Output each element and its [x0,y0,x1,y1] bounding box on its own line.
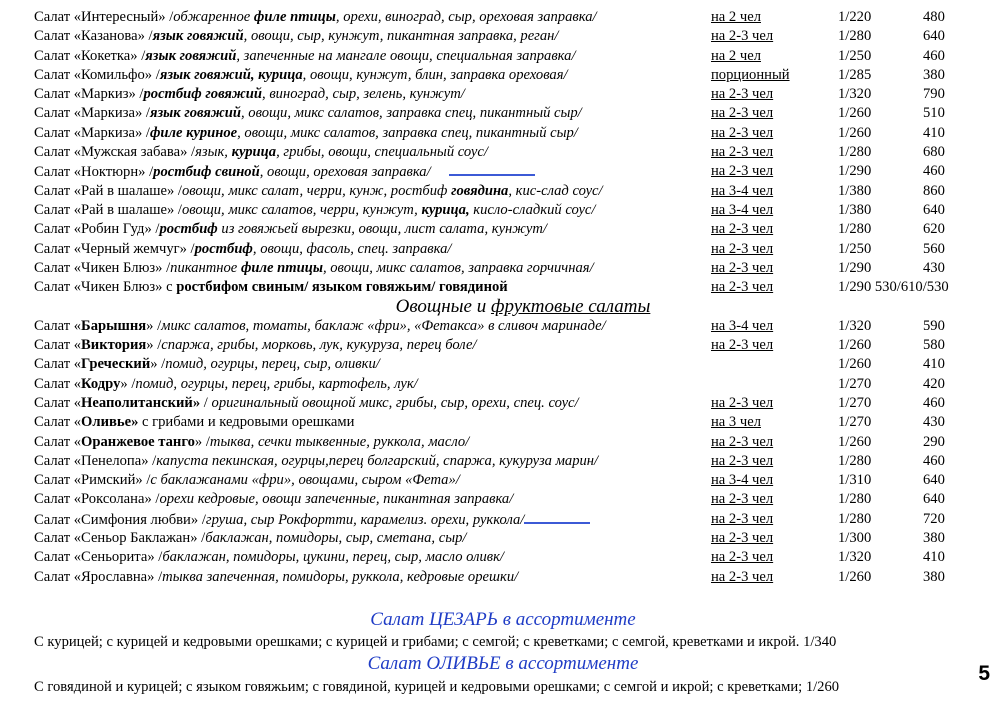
menu-row [0,8,1006,27]
menu-item-weight: 1/320 [838,86,872,103]
menu-item-serving: на 2-3 чел [711,510,774,527]
menu-item-serving: на 2-3 чел [711,337,774,354]
menu-item-serving: на 2-3 чел [711,491,774,508]
olivie-variants: С говядиной и курицей; с языком говяжьим; с говядиной, курицей и кедровыми орешками; с семгой и икрой; с креветками; 1/260 [34,679,840,695]
menu-row [0,124,1006,143]
menu-row [0,433,1006,452]
menu-item-serving: на 3 чел [711,414,761,431]
menu-item-description: Салат «Сеньорита» /баклажан, помидоры, цукини, перец, сыр, масло оливк/ [34,549,504,566]
menu-item-weight: 1/285 [838,66,872,83]
menu-item-weight: 1/260 [838,105,872,122]
menu-item-description: Салат «Кокетка» /язык говяжий, запеченные на мангале овощи, специальная заправка/ [34,47,576,64]
menu-item-price: 510 [923,105,945,122]
menu-row [0,336,1006,355]
menu-item-description: Салат «Маркиза» /филе куриное, овощи, микс салатов, заправка спец, пикантный сыр/ [34,124,578,141]
menu-item-serving: на 2-3 чел [711,105,774,122]
menu-item-description: Салат «Оранжевое танго» /тыква, сечки тыквенные, руккола, масло/ [34,433,470,450]
menu-item-weight: 1/290 [838,259,872,276]
menu-row [0,143,1006,162]
menu-item-description: Салат «Сеньор Баклажан» /баклажан, помидоры, сыр, сметана, сыр/ [34,530,467,547]
menu-item-serving: на 2-3 чел [711,568,774,585]
menu-row [0,510,1006,529]
menu-item-description: Салат «Маркиза» /язык говяжий, овощи, микс салатов, заправка спец, пикантный сыр/ [34,105,582,122]
menu-row [0,471,1006,490]
menu-item-description: Салат «Черный жемчуг» /ростбиф, овощи, фасоль, спец. заправка/ [34,240,452,257]
menu-item-weight: 1/260 [838,124,872,141]
menu-row [0,182,1006,201]
menu-row [0,568,1006,587]
menu-item-description: Салат «Казанова» /язык говяжий, овощи, сыр, кунжут, пикантная заправка, реган/ [34,28,559,45]
olivie-title: Салат ОЛИВЬЕ в ассортименте [367,653,639,674]
menu-item-serving: на 2-3 чел [711,259,774,276]
menu-row [0,413,1006,432]
menu-item-serving: на 2-3 чел [711,452,774,469]
menu-item-description: Салат «Оливье» с грибами и кедровыми орешками [34,414,355,431]
menu-item-price: 640 [923,28,945,45]
menu-item-price: 460 [923,394,945,411]
menu-item-description: Салат «Барышня» /микс салатов, томаты, баклаж «фри», «Фетакса» в сливоч маринаде/ [34,317,606,334]
menu-item-description: Салат «Римский» /с баклажанами «фри», овощами, сыром «Фета»/ [34,472,460,489]
menu-item-price: 560 [923,240,945,257]
menu-item-weight: 1/280 [838,28,872,45]
menu-item-weight: 1/260 [838,568,872,585]
menu-item-weight: 1/280 [838,510,872,527]
menu-item-description: Салат «Симфония любви» /груша, сыр Рокфортти, карамелиз. орехи, руккола/ [34,510,706,530]
menu-item-serving: на 3-4 чел [711,472,774,489]
menu-row [0,27,1006,46]
menu-item-weight: 1/280 [838,452,872,469]
menu-row [0,317,1006,336]
menu-row [0,162,1006,181]
menu-row [0,355,1006,374]
menu-item-description: Салат «Мужская забава» /язык, курица, грибы, овощи, специальный соус/ [34,144,488,161]
menu-item-serving: на 2-3 чел [711,279,774,296]
ceasar-variants: С курицей; с курицей и кедровыми орешками; с курицей и грибами; с семгой; с креветками; с семгой, креветками и икрой. 1/340 [34,634,837,650]
menu-row [0,375,1006,394]
menu-item-weight: 1/290 [838,163,872,180]
menu-item-weight: 1/320 [838,549,872,566]
menu-item-description: Салат «Пенелопа» /капуста пекинская, огурцы,перец болгарский, спаржа, кукуруза марин/ [34,452,599,469]
menu-item-weight: 1/320 [838,317,872,334]
section-title-veg-fruit: Овощные и фруктовые салаты [395,296,651,318]
menu-item-weight: 1/300 [838,530,872,547]
menu-item-weight: 1/270 [838,414,872,431]
menu-item-price: 430 [923,414,945,431]
menu-item-description: Салат «Виктория» /спаржа, грибы, морковь, лук, кукуруза, перец боле/ [34,337,477,354]
menu-item-price: 640 [923,472,945,489]
menu-item-price: 480 [923,9,945,25]
menu-row-chicken-blues-rostbif [0,278,1006,297]
blank-line [449,162,535,176]
menu-item-price: 380 [923,568,945,585]
menu-item-serving: на 2-3 чел [711,433,774,450]
menu-item-price: 430 [923,259,945,276]
menu-item-price: 790 [923,86,945,103]
menu-item-price: 860 [923,182,945,199]
menu-item-weight: 1/270 [838,394,872,411]
ceasar-title: Салат ЦЕЗАРЬ в ассортименте [370,609,636,630]
menu-row [0,220,1006,239]
menu-item-weight: 1/380 [838,182,872,199]
menu-item-serving: на 2-3 чел [711,394,774,411]
menu-item-serving: на 2 чел [711,9,761,25]
menu-item-price: 680 [923,144,945,161]
menu-row [0,490,1006,509]
menu-item-serving: на 2-3 чел [711,549,774,566]
menu-item-serving: на 2-3 чел [711,28,774,45]
menu-item-price: 590 [923,317,945,334]
menu-rows [0,8,1006,587]
menu-item-price: 460 [923,452,945,469]
blank-line [524,510,590,524]
menu-item-description: Салат «Чикен Блюз» /пикантное филе птицы, овощи, микс салатов, заправка горчичная/ [34,259,594,276]
menu-row [0,259,1006,278]
menu-item-description: Салат «Комильфо» /язык говяжий, курица, овощи, кунжут, блин, заправка ореховая/ [34,66,568,83]
menu-item-serving: на 2-3 чел [711,163,774,180]
menu-item-description: Салат «Ноктюрн» /ростбиф свиной, овощи, ореховая заправка/ [34,162,706,182]
menu-item-price: 410 [923,549,945,566]
menu-item-price: 640 [923,201,945,218]
menu-row [0,529,1006,548]
menu-item-serving: на 2-3 чел [711,240,774,257]
menu-item-weight: 1/250 [838,47,872,64]
menu-item-description: Салат «Греческий» /помид, огурцы, перец, сыр, оливки/ [34,356,380,373]
menu-item-weight: 1/280 [838,144,872,161]
menu-item-serving: на 2-3 чел [711,221,774,238]
menu-item-serving: на 2-3 чел [711,144,774,161]
menu-item-weight: 1/260 [838,337,872,354]
menu-item-description: Салат «Ярославна» /тыква запеченная, помидоры, руккола, кедровые орешки/ [34,568,519,585]
menu-item-weight: 1/280 [838,221,872,238]
menu-item-serving: на 2 чел [711,47,761,64]
menu-item-price: 290 [923,433,945,450]
menu-item-description: Салат «Робин Гуд» /ростбиф из говяжьей вырезки, овощи, лист салата, кунжут/ [34,221,547,238]
menu-item-weight: 1/310 [838,472,872,489]
menu-item-description: Салат «Кодру» /помид, огурцы, перец, грибы, картофель, лук/ [34,375,418,392]
menu-item-description: Салат «Рай в шалаше» /овощи, микс салатов, черри, кунжут, курица, кисло-сладкий соус/ [34,201,596,218]
menu-item-price: 410 [923,356,945,373]
menu-item-serving: на 2-3 чел [711,530,774,547]
menu-item-description: Салат «Рай в шалаше» /овощи, микс салат, черри, кунж, ростбиф говядина, кис-слад соус/ [34,182,603,199]
menu-item-price: 410 [923,124,945,141]
menu-item-description: Салат «Маркиз» /ростбиф говяжий, виноград, сыр, зелень, кунжут/ [34,86,465,103]
menu-item-description: Салат «Роксолана» /орехи кедровые, овощи запеченные, пикантная заправка/ [34,491,514,508]
menu-item-price: 460 [923,47,945,64]
menu-item-price: 580 [923,337,945,354]
menu-item-description: Салат «Неаполитанский» / оригинальный овощной микс, грибы, сыр, орехи, спец. соус/ [34,394,579,411]
menu-item-price: 720 [923,510,945,527]
menu-item-description: Салат «Интересный» /обжаренное филе птицы, орехи, виноград, сыр, ореховая заправка/ [34,9,597,25]
menu-item-price: 640 [923,491,945,508]
menu-item-serving: на 3-4 чел [711,201,774,218]
menu-item-serving: на 3-4 чел [711,182,774,199]
menu-item-price: 620 [923,221,945,238]
menu-item-weight: 1/260 [838,356,872,373]
menu-item-weight: 1/260 [838,433,872,450]
menu-item-price: 460 [923,163,945,180]
menu-row [0,394,1006,413]
menu-item-serving: на 3-4 чел [711,317,774,334]
menu-item-serving: на 2-3 чел [711,124,774,141]
menu-row [0,47,1006,66]
menu-item-price: 420 [923,375,945,392]
menu-item-weight: 1/220 [838,9,872,25]
menu-row [0,452,1006,471]
page-number: 5 [978,662,990,685]
menu-row [0,201,1006,220]
menu-item-serving: порционный [711,66,790,83]
menu-item-weight: 1/280 [838,491,872,508]
menu-item-weight: 1/380 [838,201,872,218]
menu-row [0,240,1006,259]
menu-row [0,66,1006,85]
menu-item-description: Салат «Чикен Блюз» с ростбифом свиным/ языком говяжьим/ говядиной [34,279,508,296]
menu-row [0,104,1006,123]
menu-row [0,85,1006,104]
menu-item-price: 380 [923,530,945,547]
menu-item-weight: 1/270 [838,375,872,392]
menu-item-price: 380 [923,66,945,83]
menu-item-weight: 1/250 [838,240,872,257]
menu-row [0,548,1006,567]
menu-item-weight-price: 1/290 530/610/530 [838,279,949,296]
menu-item-serving: на 2-3 чел [711,86,774,103]
